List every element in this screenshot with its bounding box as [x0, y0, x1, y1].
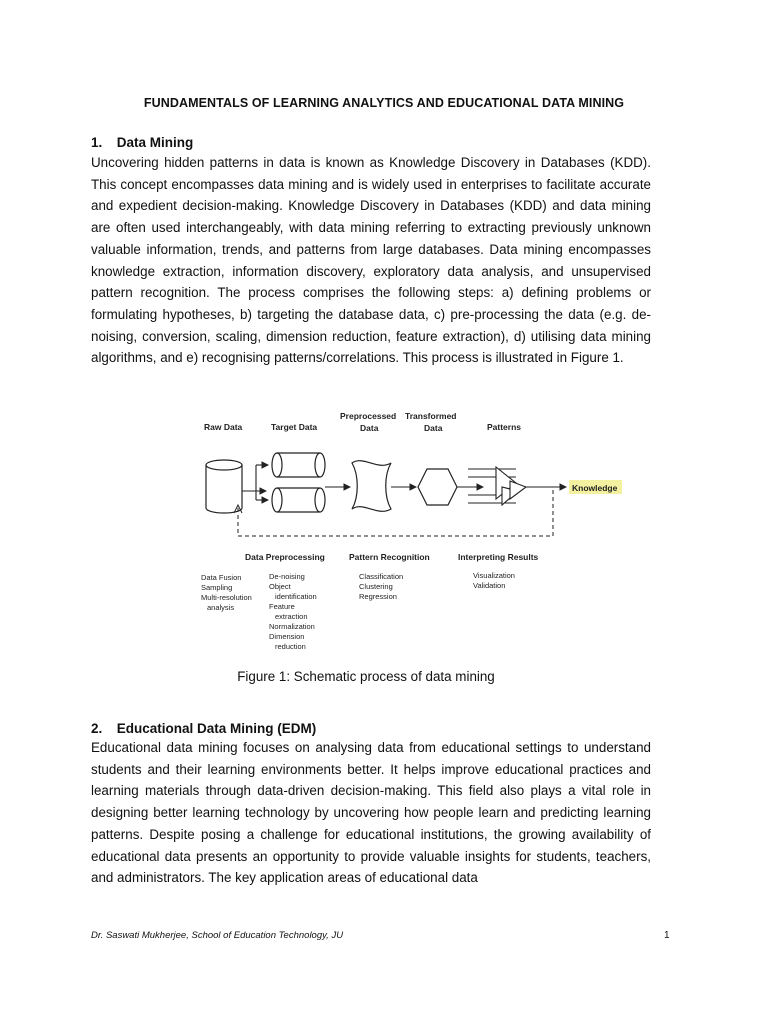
- detail-sampling: Sampling: [201, 583, 233, 592]
- stage-pattern-recognition: Pattern Recognition: [349, 552, 430, 562]
- detail-dimension: Dimension: [269, 632, 305, 641]
- label-preprocessed: Preprocessed: [340, 411, 397, 421]
- detail-validation: Validation: [473, 581, 506, 590]
- label-raw-data: Raw Data: [204, 422, 243, 432]
- preprocessed-data-shape: [352, 461, 391, 512]
- detail-reduction: reduction: [275, 642, 306, 651]
- label-knowledge: Knowledge: [572, 483, 618, 493]
- label-patterns: Patterns: [487, 422, 522, 432]
- detail-identification: identification: [275, 592, 317, 601]
- figure-data-mining-process: [198, 405, 623, 655]
- figure-caption: Figure 1: Schematic process of data mining: [237, 669, 495, 684]
- detail-extraction: extraction: [275, 612, 308, 621]
- footer-page-number: 1: [664, 930, 670, 941]
- label-target-data: Target Data: [271, 422, 318, 432]
- transformed-data-hexagon: [418, 469, 457, 505]
- detail-data-fusion: Data Fusion: [201, 573, 242, 582]
- label-transformed: Transformed: [405, 411, 457, 421]
- detail-regression: Regression: [359, 592, 397, 601]
- document-title: FUNDAMENTALS OF LEARNING ANALYTICS AND EDUCATIONAL DATA MINING: [143, 96, 625, 110]
- data-mining-diagram: [198, 405, 623, 655]
- detail-analysis: analysis: [207, 603, 235, 612]
- detail-feature: Feature: [269, 602, 295, 611]
- footer-author: Dr. Saswati Mukherjee, School of Education Technology, JU: [91, 930, 344, 941]
- detail-multi-resolution: Multi-resolution: [201, 593, 252, 602]
- section-1-heading: [91, 135, 193, 150]
- stage-interpreting-results: Interpreting Results: [458, 552, 539, 562]
- detail-clustering: Clustering: [359, 582, 393, 591]
- label-preprocessed-data: Data: [360, 423, 379, 433]
- label-transformed-data: Data: [424, 423, 443, 433]
- detail-visualization: Visualization: [473, 571, 515, 580]
- section-2-number: 2.: [91, 721, 103, 736]
- detail-de-noising: De-noising: [269, 572, 305, 581]
- section-2-paragraph: Educational data mining focuses on analysing data from educational settings to understand students and their learning environments better. It helps improve educational practices and learning materials through data-driven decision-making. This field also plays a vital role in designing better learning technology by uncovering how people learn and predicting learning patterns. Despite posing a challenge for educational institutions, the growing availability of educational data presents an opportunity to provide valuable insights for students, teachers, and administrators. The key application areas of educational data: [91, 740, 651, 886]
- section-1-title: Data Mining: [116, 135, 194, 150]
- section-2-title: Educational Data Mining (EDM): [116, 721, 317, 736]
- section-2-heading: [91, 721, 316, 736]
- detail-classification: Classification: [359, 572, 404, 581]
- section-1-paragraph: Uncovering hidden patterns in data is known as Knowledge Discovery in Databases (KDD). This concept encompasses data mining and is widely used in enterprises to facilitate accurate and expedient decision-making. Knowledge Discovery in Databases (KDD) and data mining are often used interchangeably, with data mining referring to extracting previously unknown valuable information, trends, and patterns from large databases. Data mining encompasses knowledge extraction, information discovery, exploratory data analysis, and unsupervised pattern recognition. The process comprises the following steps: a) defining problems or formulating hypotheses, b) targeting the database data, c) pre-processing the data (e.g. de-noising, conversion, scaling, dimension reduction, feature extraction), d) utilising data mining algorithms, and e) recognising patterns/correlations. This process is illustrated in Figure 1.: [91, 155, 651, 366]
- patterns-icon: [468, 467, 526, 505]
- detail-normalization: Normalization: [269, 622, 315, 631]
- detail-object: Object: [269, 582, 291, 591]
- target-data-cylinders-icon: [272, 453, 325, 512]
- section-1-number: 1.: [91, 135, 103, 150]
- stage-data-preprocessing: Data Preprocessing: [245, 552, 325, 562]
- raw-data-cylinder-icon: [206, 460, 242, 513]
